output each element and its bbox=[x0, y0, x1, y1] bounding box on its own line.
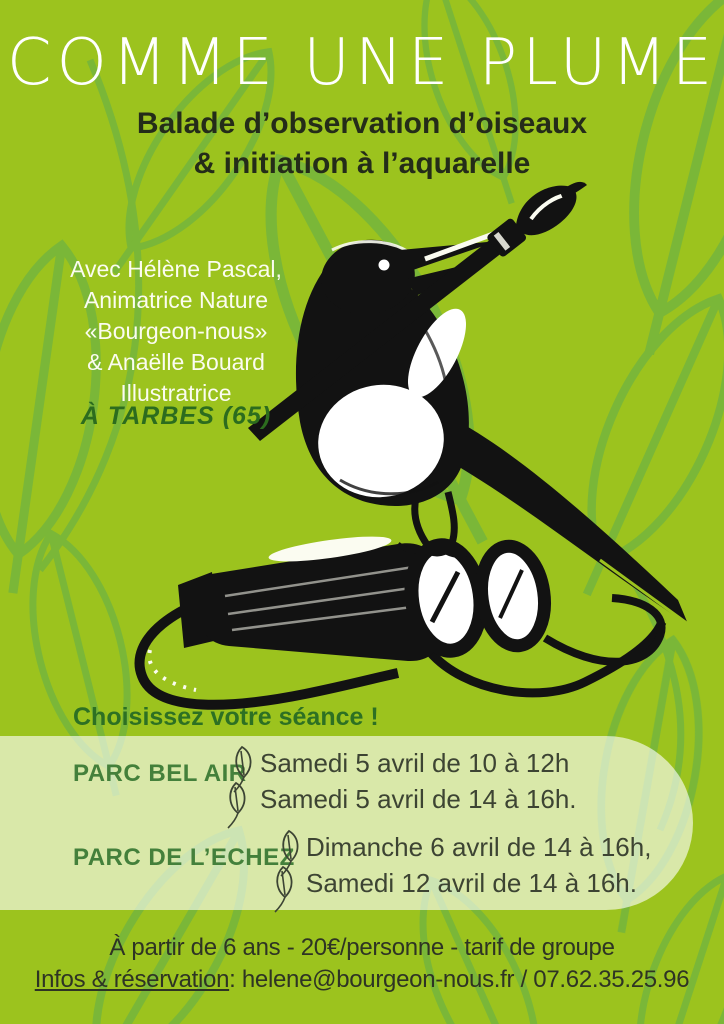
poster-title: COMME UNE PLUME bbox=[6, 26, 718, 100]
session-date: Samedi 5 avril de 10 à 12h bbox=[260, 748, 570, 778]
leaf-icon bbox=[219, 780, 253, 830]
presenter-line: Animatrice Nature bbox=[83, 287, 269, 313]
footer-price-line: À partir de 6 ans - 20€/personne - tarif de groupe bbox=[109, 934, 615, 961]
presenter-line: Avec Hélène Pascal, bbox=[70, 256, 282, 282]
presenter-line: «Bourgeon-nous» bbox=[84, 318, 268, 344]
infos-reservation-label: Infos & réservation bbox=[34, 966, 230, 993]
footer-contact-line bbox=[0, 966, 724, 994]
contact-details: : helene@bourgeon-nous.fr / 07.62.35.25.96 bbox=[229, 966, 690, 993]
presenter-line: & Anaëlle Bouard bbox=[87, 349, 265, 375]
session-date: Samedi 5 avril de 14 à 16h. bbox=[260, 784, 577, 814]
session-date: Samedi 12 avril de 14 à 16h. bbox=[306, 868, 637, 898]
location-text: À TARBES (65) bbox=[80, 402, 272, 430]
session-date: Dimanche 6 avril de 14 à 16h, bbox=[306, 832, 652, 862]
subtitle-line-1: Balade d’observation d’oiseaux bbox=[136, 107, 588, 140]
poster-subtitle bbox=[0, 104, 724, 184]
park-name-bel-air: PARC BEL AIR bbox=[73, 760, 247, 787]
leaf-icon bbox=[266, 864, 300, 914]
subtitle-line-2: & initiation à l’aquarelle bbox=[193, 147, 531, 180]
presenter-line: Illustratrice bbox=[120, 380, 232, 406]
sessions-heading: Choisissez votre séance ! bbox=[73, 703, 379, 731]
presenters-block bbox=[28, 254, 324, 409]
park-name-echez: PARC DE L’ECHEZ bbox=[73, 844, 295, 871]
